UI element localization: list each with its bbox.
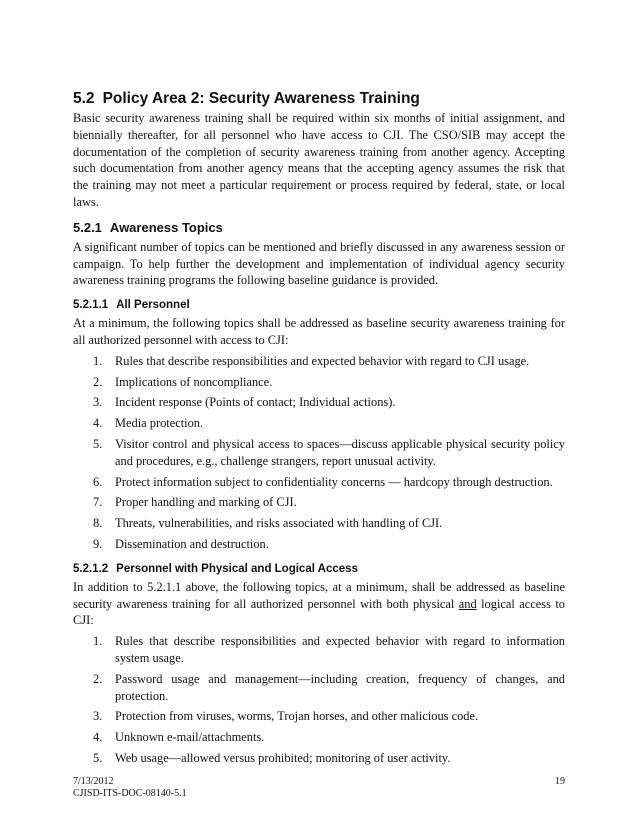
list-item-text: Proper handling and marking of CJI. [115,495,297,510]
physical-logical-text-start: In addition to 5.2.1.1 above, the following topics, at a minimum, shall be addressed as baseline security awareness training for all authorized personnel with both physical [73,579,565,611]
section-intro-paragraph: Basic security awareness training shall be required within six months of initial assignment, and biennially thereafter, for all personnel who have access to CJI. The CSO/SIB may accept the documentation of the completion of security awareness training from another agency. Accepting such documentation from another agency means that the accepting agency assumes the risk that the training may not meet a particular requirement or process required by federal, state, or local laws. [73,111,565,209]
page-content [73,90,565,771]
list-item [73,415,565,432]
list-item-text: Rules that describe responsibilities and expected behavior with regard to information system usage. [115,634,565,665]
page-footer [73,776,565,800]
all-personnel-paragraph: At a minimum, the following topics shall be addressed as baseline security awareness training for all authorized personnel with access to CJI: [73,316,565,347]
list-item-text: Web usage—allowed versus prohibited; monitoring of user activity. [115,750,451,765]
list-item-number: 5. [93,750,103,765]
subsection-heading [73,220,565,236]
list-item [73,536,565,553]
section-number: 5.2 [73,90,95,107]
list-item-number: 9. [93,536,103,551]
list-item-text: Unknown e-mail/attachments. [115,730,265,745]
list-item-text: Protect information subject to confidentiality concerns — hardcopy through destruction. [115,474,553,489]
list-item-text: Visitor control and physical access to spaces—discuss applicable physical security policy and procedures, e.g., challenge strangers, report unusual activity. [115,436,565,468]
list-item-text: Protection from viruses, worms, Trojan horses, and other malicious code. [115,709,479,724]
list-item [73,633,565,667]
list-item-number: 2. [93,374,103,389]
section-title: Policy Area 2: Security Awareness Training [102,90,420,107]
physical-logical-title: Personnel with Physical and Logical Access [116,562,358,575]
physical-logical-underlined-word: and [458,596,477,611]
list-item [73,436,565,470]
list-item-number: 5. [93,436,103,451]
list-item-text: Media protection. [115,416,204,431]
all-personnel-heading [73,298,565,312]
list-item-number: 8. [93,516,103,531]
footer-date: 7/13/2012 [73,776,114,787]
list-item [73,515,565,532]
list-item-text: Incident response (Points of contact; Individual actions). [115,395,396,410]
physical-logical-text-end: logical access to CJI: [73,596,566,628]
list-item-number: 4. [93,730,103,745]
list-item-number: 1. [93,634,103,649]
list-item-text: Password usage and management—including creation, frequency of changes, and protection. [115,671,565,703]
physical-logical-number: 5.2.1.2 [73,562,109,575]
list-item-number: 4. [93,416,103,431]
list-item-text: Threats, vulnerabilities, and risks associated with handling of CJI. [115,516,443,531]
list-item-number: 7. [93,495,103,510]
list-item-text: Dissemination and destruction. [115,536,269,551]
list-item-number: 1. [93,353,103,368]
all-personnel-title: All Personnel [116,299,190,312]
list-item [73,394,565,411]
list-item [73,750,565,767]
all-personnel-number: 5.2.1.1 [73,299,109,312]
list-item [73,374,565,391]
page-number: 19 [555,776,565,787]
list-item-text: Rules that describe responsibilities and expected behavior with regard to CJI usage. [115,353,530,368]
subsection-title: Awareness Topics [109,219,223,235]
list-item-number: 2. [93,671,103,686]
list-item-number: 3. [93,709,103,724]
list-item [73,708,565,725]
list-item-number: 3. [93,395,103,410]
footer-document-id: CJISD-ITS-DOC-08140-5.1 [73,788,187,799]
list-item-text: Implications of noncompliance. [115,374,273,389]
physical-logical-paragraph [73,579,565,629]
list-item [73,353,565,370]
subsection-number: 5.2.1 [73,219,102,235]
list-item [73,474,565,491]
subsection-paragraph: A significant number of topics can be mentioned and briefly discussed in any awareness session or campaign. To help further the development and implementation of individual agency security awareness training programs the following baseline guidance is provided. [73,239,565,288]
physical-logical-list [73,633,565,767]
section-heading [73,90,565,108]
list-item [73,729,565,746]
physical-logical-heading [73,562,565,576]
list-item [73,671,565,705]
all-personnel-list [73,353,565,553]
list-item-number: 6. [93,474,103,489]
list-item [73,494,565,511]
